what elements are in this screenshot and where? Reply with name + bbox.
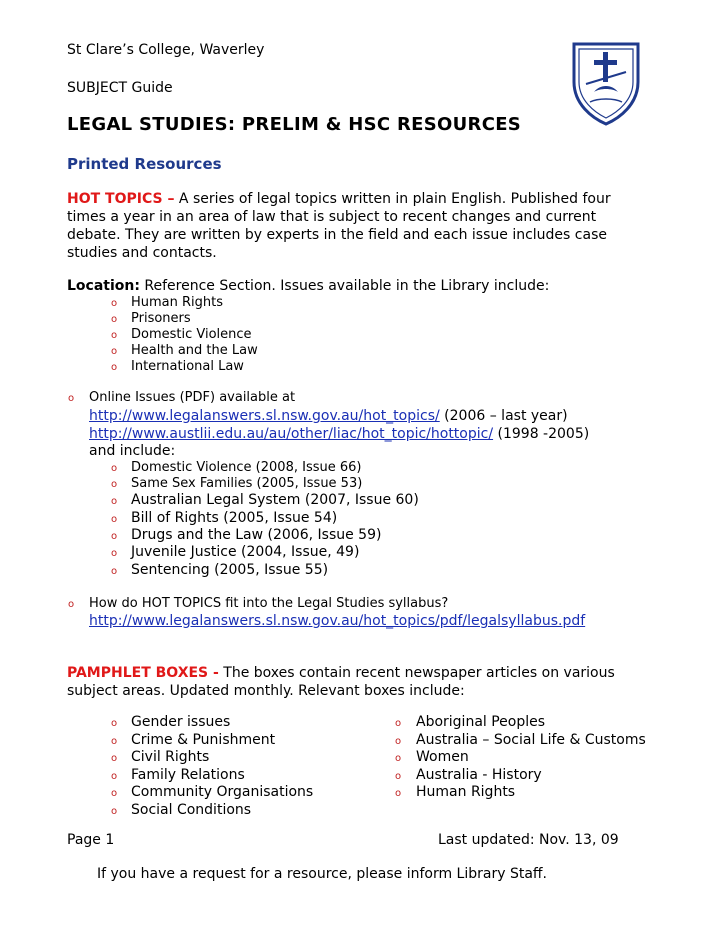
- list-item: Women: [416, 749, 469, 765]
- bullet-icon: o: [111, 771, 118, 782]
- online-link-line: [89, 426, 589, 442]
- bullet-icon: o: [395, 753, 402, 764]
- location-text: Reference Section. Issues available in the Library include:: [139, 278, 550, 294]
- pamphlet-line: The boxes contain recent newspaper articles on various: [218, 665, 615, 681]
- bullet-icon: o: [111, 514, 118, 525]
- list-item: Health and the Law: [131, 343, 258, 358]
- location-line: [67, 278, 549, 294]
- bullet-icon: o: [111, 298, 118, 309]
- list-item: Crime & Punishment: [131, 732, 276, 748]
- austlii-link[interactable]: http://www.austlii.edu.au/au/other/liac/hot_topic/hottopic/: [89, 426, 494, 442]
- pamphlet-label: PAMPHLET BOXES -: [67, 665, 219, 681]
- list-item: Human Rights: [131, 295, 224, 310]
- list-item: Same Sex Families (2005, Issue 53): [131, 476, 363, 491]
- bullet-icon: o: [111, 806, 118, 817]
- last-updated: Last updated: Nov. 13, 09: [438, 832, 619, 848]
- syllabus-question: How do HOT TOPICS fit into the Legal Studies syllabus?: [89, 596, 449, 611]
- bullet-icon: o: [395, 788, 402, 799]
- list-item: Australia - History: [416, 767, 542, 783]
- page-number: Page 1: [67, 832, 115, 848]
- bullet-icon: o: [111, 548, 118, 559]
- online-link-line: [89, 408, 568, 424]
- list-item: Domestic Violence (2008, Issue 66): [131, 460, 362, 475]
- online-issues-intro: Online Issues (PDF) available at: [89, 390, 296, 405]
- list-item: Aboriginal Peoples: [416, 714, 546, 730]
- subject-guide-label: SUBJECT Guide: [67, 80, 173, 96]
- bullet-icon: o: [111, 566, 118, 577]
- bullet-icon: o: [111, 736, 118, 747]
- bullet-icon: o: [111, 788, 118, 799]
- link-suffix: (1998 -2005): [493, 426, 590, 442]
- list-item: International Law: [131, 359, 244, 374]
- list-item: Human Rights: [416, 784, 516, 800]
- list-item: Social Conditions: [131, 802, 252, 818]
- list-item: Gender issues: [131, 714, 231, 730]
- hot-topics-line: times a year in an area of law that is subject to recent changes and current: [67, 209, 597, 225]
- link-suffix: (2006 – last year): [439, 408, 568, 424]
- hot-topics-line: debate. They are written by experts in the field and each issue includes case: [67, 227, 607, 243]
- list-item: Domestic Violence: [131, 327, 252, 342]
- bullet-icon: o: [111, 479, 118, 490]
- pamphlet-paragraph: [67, 664, 667, 700]
- pamphlet-line: subject areas. Updated monthly. Relevant boxes include:: [67, 683, 465, 699]
- printed-resources-heading: Printed Resources: [67, 155, 222, 173]
- and-include-label: and include:: [89, 443, 176, 459]
- list-item: Civil Rights: [131, 749, 210, 765]
- hot-topics-link[interactable]: http://www.legalanswers.sl.nsw.gov.au/hot_topics/: [89, 408, 440, 424]
- list-item: Sentencing (2005, Issue 55): [131, 562, 329, 578]
- list-item: Prisoners: [131, 311, 191, 326]
- bullet-icon: o: [68, 393, 75, 404]
- bullet-icon: o: [111, 531, 118, 542]
- hot-topics-paragraph: [67, 190, 667, 262]
- location-label: Location:: [67, 278, 140, 294]
- list-item: Australia – Social Life & Customs: [416, 732, 646, 748]
- request-note: If you have a request for a resource, please inform Library Staff.: [97, 866, 547, 882]
- syllabus-link-line: [89, 613, 585, 629]
- bullet-icon: o: [111, 463, 118, 474]
- school-crest-icon: [570, 38, 642, 126]
- bullet-icon: o: [111, 314, 118, 325]
- bullet-icon: o: [111, 330, 118, 341]
- list-item: Australian Legal System (2007, Issue 60): [131, 492, 419, 508]
- bullet-icon: o: [68, 599, 75, 610]
- hot-topics-line: studies and contacts.: [67, 245, 217, 261]
- bullet-icon: o: [395, 718, 402, 729]
- bullet-icon: o: [395, 736, 402, 747]
- bullet-icon: o: [395, 771, 402, 782]
- list-item: Bill of Rights (2005, Issue 54): [131, 510, 338, 526]
- bullet-icon: o: [111, 362, 118, 373]
- list-item: Family Relations: [131, 767, 245, 783]
- list-item: Juvenile Justice (2004, Issue, 49): [131, 544, 360, 560]
- syllabus-link[interactable]: http://www.legalanswers.sl.nsw.gov.au/hot_topics/pdf/legalsyllabus.pdf: [89, 613, 586, 629]
- hot-topics-label: HOT TOPICS –: [67, 191, 175, 207]
- bullet-icon: o: [111, 753, 118, 764]
- list-item: Drugs and the Law (2006, Issue 59): [131, 527, 382, 543]
- page-title: LEGAL STUDIES: PRELIM & HSC RESOURCES: [67, 114, 522, 135]
- bullet-icon: o: [111, 496, 118, 507]
- bullet-icon: o: [111, 346, 118, 357]
- hot-topics-line: A series of legal topics written in plain English. Published four: [174, 191, 611, 207]
- bullet-icon: o: [111, 718, 118, 729]
- list-item: Community Organisations: [131, 784, 314, 800]
- school-name: St Clare’s College, Waverley: [67, 42, 265, 58]
